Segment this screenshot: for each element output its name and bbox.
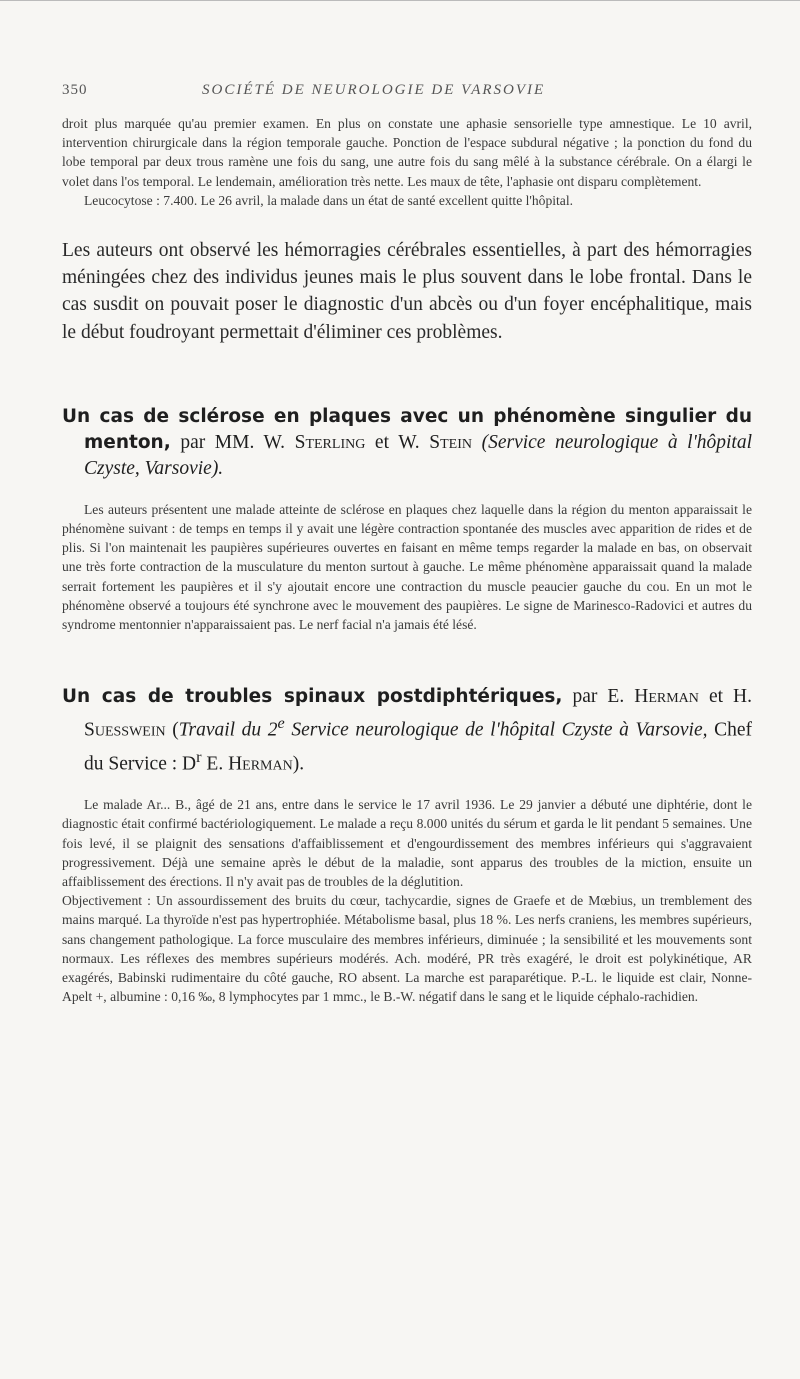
page-number: 350 <box>62 82 88 98</box>
article2-service-d: E. <box>201 753 229 775</box>
article2-service-sup2: r <box>196 747 202 766</box>
article2-par: par E. <box>562 686 635 708</box>
discussion-paragraph: Les auteurs ont observé les hémorragies cérébrales essentielles, à part des hémorragies méningées chez des individus jeunes mais le plus souvent dans le lobe frontal. Dans le cas susdit on pouvait poser le diagnostic d'un abcès ou d'un foyer encéphalitique, mais le début foudroyant permettait d'éliminer ces problèmes. <box>62 240 752 343</box>
document-page <box>62 62 752 1006</box>
article1-et: et W. <box>365 431 430 453</box>
article2-service-a: Travail du 2 <box>178 719 278 741</box>
article2-service-f: ). <box>292 753 305 775</box>
running-title: SOCIÉTÉ DE NEUROLOGIE DE VARSOVIE <box>202 82 546 98</box>
top-rule <box>0 0 800 1</box>
intro-paragraph-2: Leucocytose : 7.400. Le 26 avril, la malade dans un état de santé excellent quitte l'hôpital. <box>84 192 574 208</box>
article1-heading <box>62 404 752 482</box>
article2-service-e: Herman <box>228 753 293 775</box>
article2-author1: Herman <box>634 686 699 708</box>
article2-service-sup: e <box>277 714 285 733</box>
article1-author2: Stein <box>429 431 472 453</box>
article2-service-b: Service neurologique de l'hôpital Czyste à Varsovie, <box>284 719 708 741</box>
intro-paragraph-1: droit plus marquée qu'au premier examen. En plus on constate une aphasie sensorielle type amnestique. Le 10 avril, intervention chirurgicale dans la région temporale gauche. Ponction de l'espace subdural négative ; la ponction du fond du lobe temporal par deux trous ramène une fois du sang, une autre fois du sang mêlé à la substance cérébrale. On a élargi le volet dans l'os temporal. Le lendemain, amélioration très nette. Les maux de tête, l'aphasie ont disparu complètement. <box>62 116 752 189</box>
article2-author2: Suesswein <box>84 719 166 741</box>
article2-body-2: Objectivement : Un assourdissement des bruits du cœur, tachycardie, signes de Graefe et de Mœbius, un tremblement des mains marqué. La thyroïde n'est pas hypertrophiée. Métabolisme basal, plus 18 %. Les nerfs craniens, les membres supérieurs, sans changement pathologique. La force musculaire des membres inférieurs, diminuée ; la sensibilité et les mouvements sont normaux. Les réflexes des membres supérieurs modérés. Ach. modéré, PR très exagéré, le droit est polykinétique, AR exagérés, Babinski rudimentaire du côté gauche, RO absent. La marche est paraparétique. P.-L. le liquide est clair, Nonne-Apelt +, albumine : 0,16 ‰, 8 lymphocytes par 1 mmc., le B.-W. négatif dans le sang et le liquide céphalo-rachidien. <box>62 893 752 1005</box>
article2-service-c: Chef du Service : D <box>84 719 753 775</box>
article1-author1: Sterling <box>294 431 366 453</box>
article2-et: et H. <box>698 686 753 708</box>
article2-body-1: Le malade Ar... B., âgé de 21 ans, entre dans le service le 17 avril 1936. Le 29 janvier a débuté une diphtérie, dont le diagnostic était confirmé bactériologiquement. Le malade a reçu 8.000 unités du sérum et garda le lit pendant 5 semaines. Une fois levé, il se plaignit des sensations d'affaiblissement et d'engourdissement des membres inférieurs qui s'aggravaient progressivement. Déjà une semaine après le début de la maladie, sont apparus des troubles de la miction, ensuite un affaiblissement des érections. Il n'y avait pas de troubles de la déglutition. <box>62 797 752 890</box>
article2-heading <box>62 684 752 777</box>
article1-author1-initial: W. <box>263 431 295 453</box>
article2-service-open: ( <box>172 719 179 741</box>
article1-service: (Service neurologique à l'hôpital Czyste, Varsovie). <box>84 431 752 479</box>
article1-par: par MM. <box>170 431 264 453</box>
article1-body: Les auteurs présentent une malade atteinte de sclérose en plaques chez laquelle dans la région du menton apparaissait le phénomène suivant : de temps en temps il y avait une légère contraction spontanée des muscles avec apparition de rides et de plis. Si l'on maintenait les paupières supérieures ouvertes en faisant en même temps regarder la malade en bas, on observait une très forte contraction de la musculature du menton surtout à gauche. Le même phénomène apparaissait quand la malade serrait fortement les paupières et il s'y ajoutait encore une contraction du muscle peaucier gauche du cou. En un mot le phénomène observé a toujours été synchrone avec le mouvement des paupières. Le signe de Marinesco-Radovici et autres du syndrome mentonnier n'apparaissaient pas. Le nerf facial n'a jamais été lésé. <box>62 501 752 633</box>
article2-title: Un cas de troubles spinaux postdiphtériques, <box>62 686 563 708</box>
running-header <box>62 62 752 98</box>
article1-title: Un cas de sclérose en plaques avec un phénomène singulier du menton, <box>62 405 752 453</box>
